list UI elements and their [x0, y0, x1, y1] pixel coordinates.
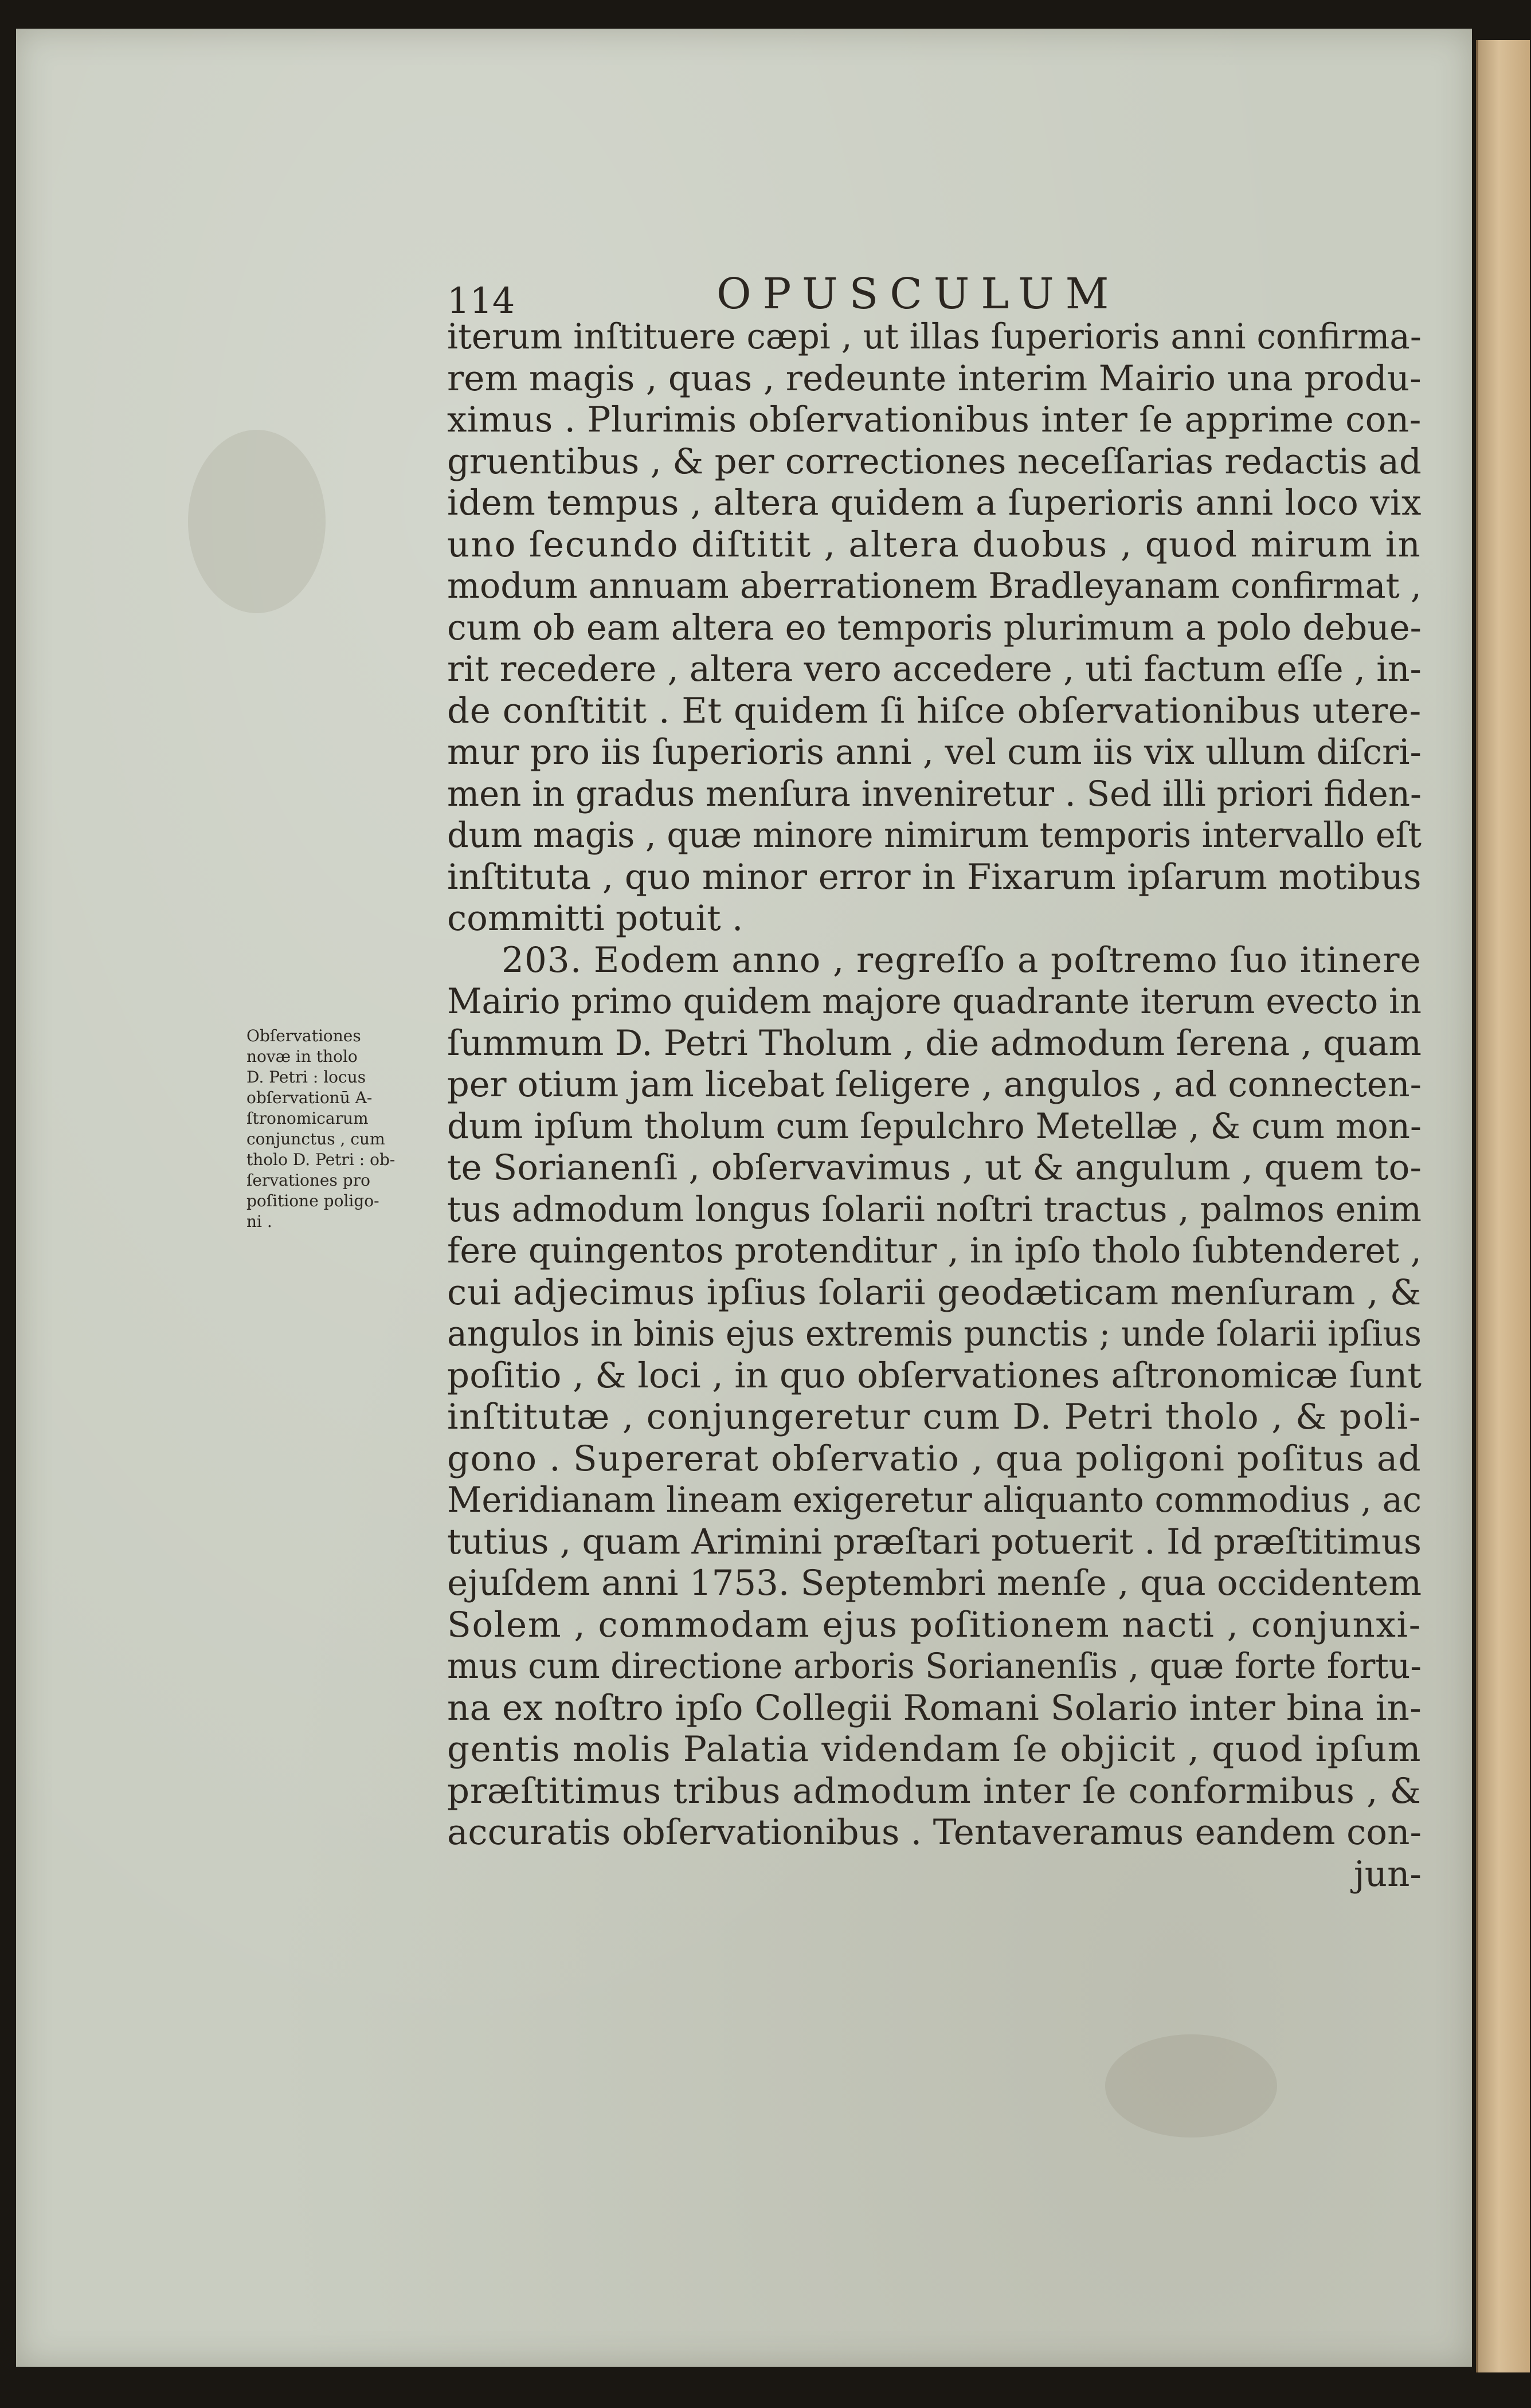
text-line: ejuſdem anni 1753. Septembri menſe , qua occidentem [447, 1563, 1422, 1603]
text-line: tutius , quam Arimini præſtari potuerit . Id præſtitimus [447, 1521, 1422, 1562]
text-line: poſitio , & loci , in quo obſervationes aſtronomicæ ſunt [447, 1355, 1422, 1396]
text-line: iterum inſtituere cæpi , ut illas ſuperioris anni confirma- [447, 316, 1422, 357]
text-line: fere quingentos protenditur , in ipſo tholo ſubtenderet , [447, 1230, 1422, 1271]
paper-stain [188, 430, 326, 613]
text-line: inſtitutæ , conjungeretur cum D. Petri tholo , & poli- [447, 1397, 1422, 1437]
adjacent-page-edge [1476, 40, 1530, 2372]
paragraph-start-line: 203. Eodem anno , regreſſo a poſtremo ſuo itinere [502, 939, 1422, 981]
marginal-note [246, 1026, 447, 1232]
text-line: præſtitimus tribus admodum inter ſe conformibus , & [447, 1770, 1422, 1811]
text-line: Mairio primo quidem majore quadrante iterum evecto in [447, 981, 1422, 1022]
catchword: jun- [1353, 1853, 1422, 1895]
text-line: Meridianam lineam exigeretur aliquanto commodius , ac [447, 1480, 1422, 1520]
text-line: uno ſecundo diſtitit , altera duobus , quod mirum in [447, 524, 1422, 565]
text-line: na ex noſtro ipſo Collegii Romani Solario inter bina in- [447, 1687, 1422, 1728]
body-text [447, 316, 1422, 1895]
text-line: dum magis , quæ minore nimirum temporis intervallo eſt [447, 815, 1422, 856]
text-line: dum ipſum tholum cum ſepulchro Metellæ , & cum mon- [447, 1105, 1422, 1147]
page-header [447, 269, 1422, 321]
text-line: ximus . Plurimis obſervationibus inter ſe apprime con- [447, 399, 1422, 440]
marginal-note-line: Obſervationes [246, 1026, 361, 1045]
text-line: rit recedere , altera vero accedere , uti factum eſſe , in- [447, 649, 1422, 689]
text-line: angulos in binis ejus extremis punctis ; unde ſolarii ipſius [447, 1313, 1422, 1354]
text-line: cui adjecimus ipſius ſolarii geodæticam menſuram , & [447, 1272, 1422, 1313]
text-line: gono . Supererat obſervatio , qua poligoni poſitus ad [447, 1438, 1422, 1479]
text-line: inſtituta , quo minor error in Fixarum ipſarum motibus [447, 856, 1422, 897]
paper-stain [1105, 2034, 1277, 2138]
text-line: per otium jam licebat ſeligere , angulos , ad connecten- [447, 1064, 1422, 1105]
marginal-note-line: tholo D. Petri : ob- [246, 1150, 396, 1169]
text-line: mus cum directione arboris Sorianenſis , quæ forte fortu- [447, 1646, 1422, 1687]
marginal-note-line: conjunctus , cum [246, 1130, 385, 1148]
marginal-note-line: ni . [246, 1212, 272, 1231]
text-line: de conſtitit . Et quidem ſi hiſce obſervationibus utere- [447, 690, 1422, 731]
text-line: rem magis , quas , redeunte interim Mairio una produ- [447, 358, 1422, 399]
text-line: idem tempus , altera quidem a ſuperioris anni loco vix [447, 483, 1422, 523]
marginal-note-line: ſtronomicarum [246, 1109, 369, 1128]
text-line: mur pro iis ſuperioris anni , vel cum iis vix ullum diſcri- [447, 732, 1422, 772]
marginal-note-line: D. Petri : locus [246, 1068, 366, 1087]
text-line: modum annuam aberrationem Bradleyanam confirmat , [447, 566, 1422, 606]
text-line: committi potuit . [447, 898, 743, 939]
text-line: cum ob eam altera eo temporis plurimum a polo debue- [447, 607, 1422, 648]
text-line: te Sorianenſi , obſervavimus , ut & angulum , quem to- [447, 1147, 1422, 1188]
text-line: gentis molis Palatia videndam ſe objicit , quod ipſum [447, 1729, 1422, 1770]
text-line: ſummum D. Petri Tholum , die admodum ſerena , quam [447, 1022, 1422, 1064]
text-line: accuratis obſervationibus . Tentaveramus eandem con- [447, 1812, 1422, 1853]
text-line: Solem , commodam ejus poſitionem nacti , conjunxi- [447, 1604, 1422, 1645]
marginal-note-line: obſervationū A- [246, 1088, 373, 1107]
text-line: tus admodum longus ſolarii noſtri tractus , palmos enim [447, 1189, 1422, 1230]
marginal-note-line: novæ in tholo [246, 1047, 358, 1066]
page-number: 114 [447, 280, 515, 321]
text-line: men in gradus menſura inveniretur . Sed illi priori fiden- [447, 773, 1422, 814]
marginal-note-line: ſervationes pro [246, 1171, 370, 1190]
running-title: OPUSCULUM [716, 269, 1121, 319]
text-line: gruentibus , & per correctiones neceſſarias redactis ad [447, 441, 1422, 482]
marginal-note-line: poſitione poligo- [246, 1191, 379, 1210]
